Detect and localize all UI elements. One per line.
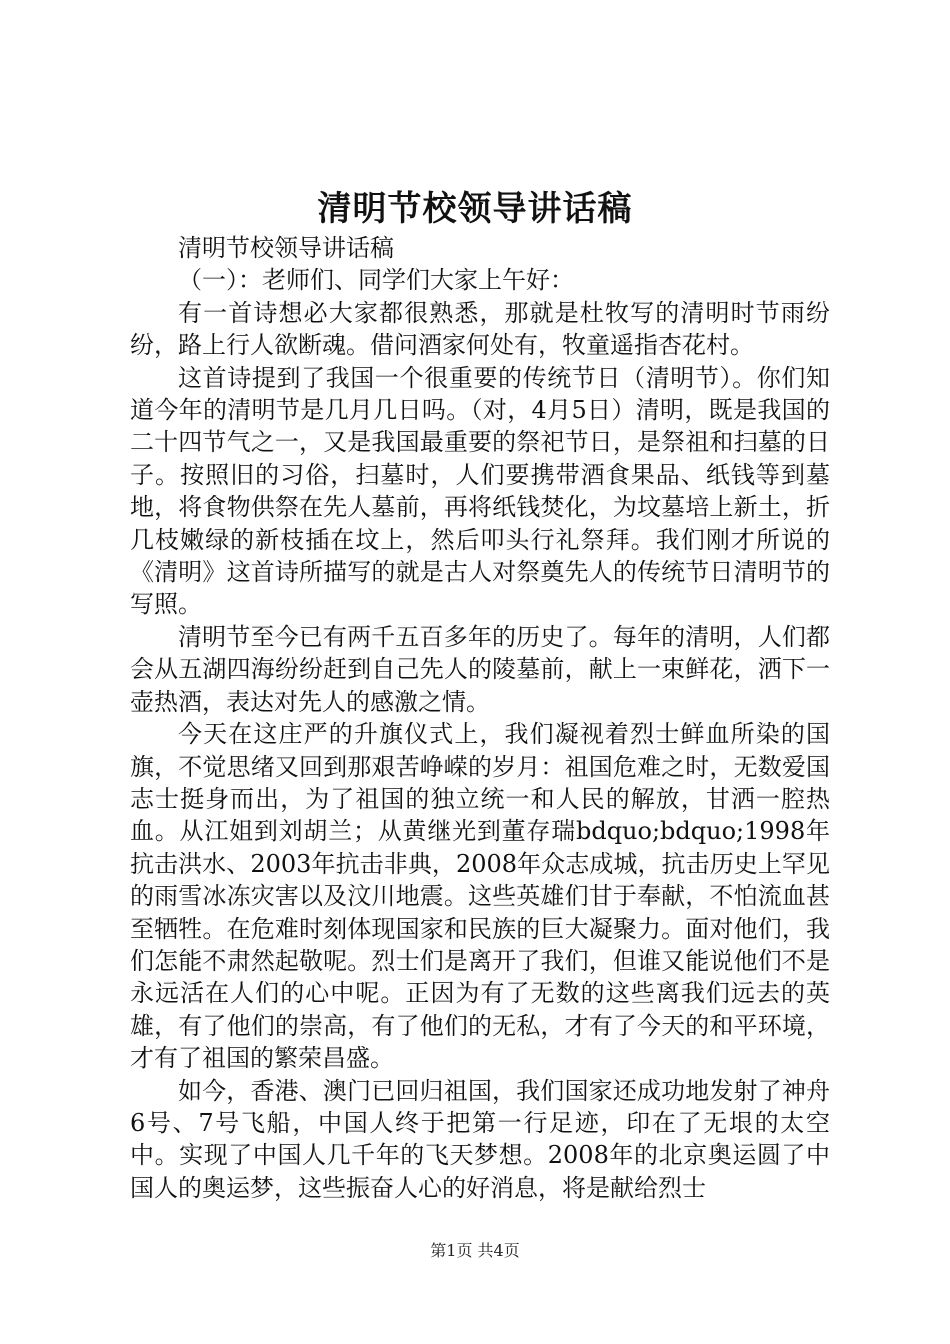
paragraph: 有一首诗想必大家都很熟悉，那就是杜牧写的清明时节雨纷纷，路上行人欲断魂。借问酒家何处有，牧童遥指杏花村。	[130, 298, 830, 360]
paragraph: 今天在这庄严的升旗仪式上，我们凝视着烈士鲜血所染的国旗，不觉思绪又回到那艰苦峥嵘的岁月：祖国危难之时，无数爱国志士挺身而出，为了祖国的独立统一和人民的解放，甘洒一腔热血。从江姐到刘胡兰；从黄继光到董存瑞bdquo;bdquo;1998年抗击洪水、2003年抗击非典，2008年众志成城，抗击历史上罕见的雨雪冰冻灾害以及汶川地震。这些英雄们甘于奉献，不怕流血甚至牺牲。在危难时刻体现国家和民族的巨大凝聚力。面对他们，我们怎能不肃然起敬呢。烈士们是离开了我们，但谁又能说他们不是永远活在人们的心中呢。正因为有了无数的这些离我们远去的英雄，有了他们的崇高，有了他们的无私，才有了今天的和平环境，才有了祖国的繁荣昌盛。	[130, 720, 830, 1073]
document-title: 清明节校领导讲话稿	[317, 189, 633, 229]
paragraph-greeting: （一）：老师们、同学们大家上午好：	[178, 266, 574, 295]
paragraph-heading: 清明节校领导讲话稿	[178, 234, 394, 262]
paragraph: 这首诗提到了我国一个很重要的传统节日（清明节）。你们知道今年的清明节是几月几日吗。（对，4月5日）清明，既是我国的二十四节气之一，又是我国最重要的祭祀节日，是祭祖和扫墓的日子。按照旧的习俗，扫墓时，人们要携带酒食果品、纸钱等到墓地，将食物供祭在先人墓前，再将纸钱焚化，为坟墓培上新土，折几枝嫩绿的新枝插在坟上，然后叩头行礼祭拜。我们刚才所说的《清明》这首诗所描写的就是古人对祭奠先人的传统节日清明节的写照。	[130, 363, 830, 619]
paragraph: 如今，香港、澳门已回归祖国，我们国家还成功地发射了神舟6号、7号飞船，中国人终于把第一行足迹，印在了无垠的太空中。实现了中国人几千年的飞天梦想。2008年的北京奥运圆了中国人的奥运梦，这些振奋人心的好消息，将是献给烈士	[130, 1076, 830, 1202]
page-number-footer: 第1页 共4页	[430, 1241, 520, 1260]
paragraph: 清明节至今已有两千五百多年的历史了。每年的清明，人们都会从五湖四海纷纷赶到自己先人的陵墓前，献上一束鲜花，洒下一壶热酒，表达对先人的感激之情。	[130, 622, 830, 716]
document-body	[130, 232, 830, 1204]
